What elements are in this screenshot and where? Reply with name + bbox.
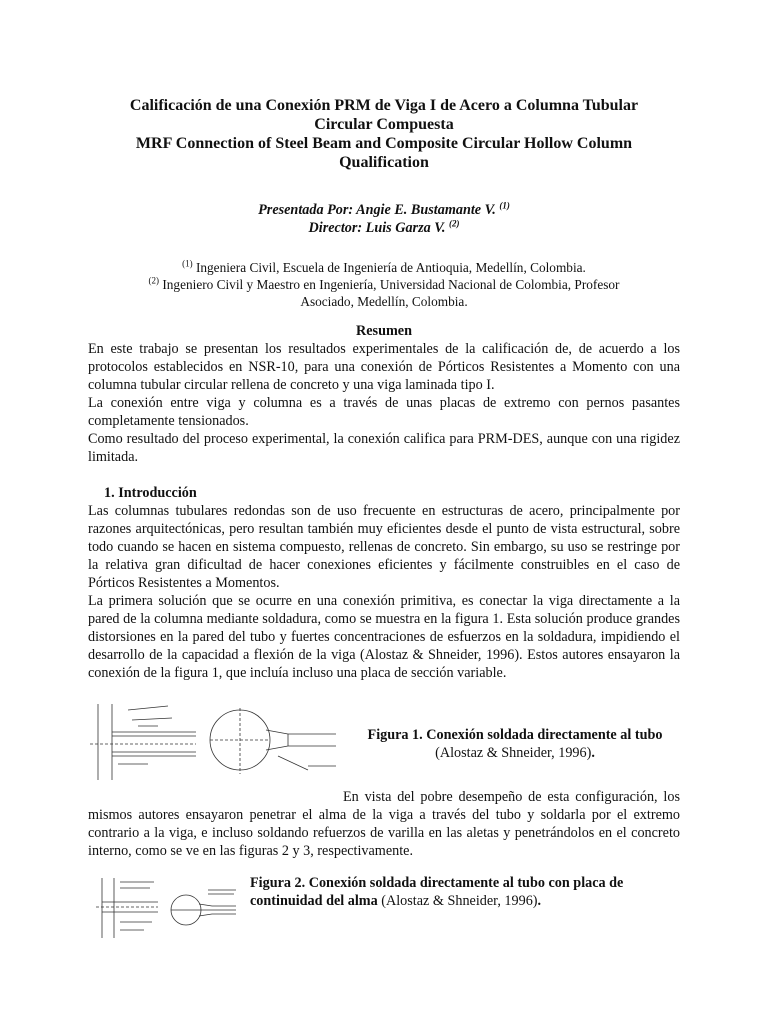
affil1-text: Ingeniera Civil, Escuela de Ingeniería de Antioquia, Medellín, Colombia.	[195, 260, 586, 275]
intro-paragraph-3: En vista del pobre desempeño de esta configuración, los mismos autores ensayaron penetrar el alma de la viga a través del tubo y soldarla por el extremo contrario a la viga, e incluso soldando refuerzos de varilla en las aletas y penetrándolos en el concreto interno, como se ve en las figuras 2 y 3, respectivamente.	[88, 789, 680, 859]
figure-2-caption-title-line2: continuidad del alma	[250, 893, 378, 909]
figure-1	[88, 702, 680, 782]
intro-paragraph-2: La primera solución que se ocurre en una conexión primitiva, es conectar la viga directamente a la pared de la columna mediante soldadura, como se muestra en la figura 1. Esta solución produce grandes distorsiones en la pared del tubo y fuertes concentraciones de esfuerzos en la soldadura, impidiendo el desarrollo de la capacidad a flexión de la viga (Alostaz & Shneider, 1996). Estos autores ensayaron la conexión de la figura 1, que incluía incluso una placa de sección variable.	[88, 593, 680, 681]
figure-1-caption	[350, 726, 680, 762]
intro-paragraph-1: Las columnas tubulares redondas son de uso frecuente en estructuras de acero, principalmente por razones arquitectónicas, pero resultan también muy eficientes desde el punto de vista estructural, sobre todo cuando se hacen en sistema compuesto, rellenas de concreto. Sin embargo, su uso se restringe por la relativa gran dificultad de hacer conexiones eficientes y fácilmente construibles en el caso de Pórticos Resistentes a Momentos.	[88, 503, 680, 591]
abstract-paragraph-1: En este trabajo se presentan los resultados experimentales de la calificación de, de acuerdo a los protocolos establecidos en NSR-10, para una conexión de Pórticos Resistentes a Momento con una columna tubular circular rellena de concreto y una viga laminada tipo I.	[88, 341, 680, 393]
presenter: Presentada Por: Angie E. Bustamante V.	[258, 202, 496, 218]
abstract-paragraph-3: Como resultado del proceso experimental, la conexión califica para PRM-DES, aunque con una rigidez limitada.	[88, 431, 680, 465]
abstract-paragraph-2: La conexión entre viga y columna es a través de unas placas de extremo con pernos pasantes completamente tensionados.	[88, 395, 680, 429]
affil2-mark: (2)	[148, 275, 160, 286]
title-es-line1: Calificación de una Conexión PRM de Viga I de Acero a Columna Tubular	[129, 97, 639, 114]
title-en-line2: Qualification	[339, 154, 429, 171]
paper-title	[88, 96, 680, 172]
figure-2-plan-drawing	[168, 886, 238, 932]
affil2-text-line2: Asociado, Medellín, Colombia.	[300, 294, 468, 309]
figure-2-caption-end: .	[537, 893, 542, 909]
figure-2-caption-title-line1: Figura 2. Conexión soldada directamente al tubo con placa de	[250, 875, 624, 891]
affil2-text-line1: Ingeniero Civil y Maestro en Ingeniería, Universidad Nacional de Colombia, Profesor	[162, 277, 620, 292]
abstract-heading: Resumen	[356, 323, 412, 339]
figure-2-elevation-drawing	[94, 876, 160, 940]
affiliations	[88, 259, 680, 310]
title-es-line2: Circular Compuesta	[314, 116, 454, 133]
director: Director: Luis Garza V.	[308, 220, 446, 236]
authors	[88, 201, 680, 237]
director-affil-mark: (2)	[448, 218, 460, 229]
figure-1-plan-drawing	[208, 704, 338, 780]
figure-2-caption	[250, 874, 680, 910]
figure-1-elevation-drawing	[88, 702, 198, 782]
figure-2-caption-reference: (Alostaz & Shneider, 1996)	[377, 893, 538, 909]
figure-1-caption-reference: (Alostaz & Shneider, 1996)	[435, 745, 592, 761]
figure-1-caption-title: Figura 1. Conexión soldada directamente al tubo	[367, 727, 663, 743]
paper-page	[88, 96, 680, 944]
figure-1-caption-end: .	[591, 745, 595, 761]
figure-2	[88, 874, 680, 944]
affil1-mark: (1)	[182, 258, 193, 269]
section-heading-introduction: 1. Introducción	[104, 485, 197, 501]
presenter-affil-mark: (1)	[499, 200, 510, 211]
title-en-line1: MRF Connection of Steel Beam and Composite Circular Hollow Column	[135, 135, 633, 152]
